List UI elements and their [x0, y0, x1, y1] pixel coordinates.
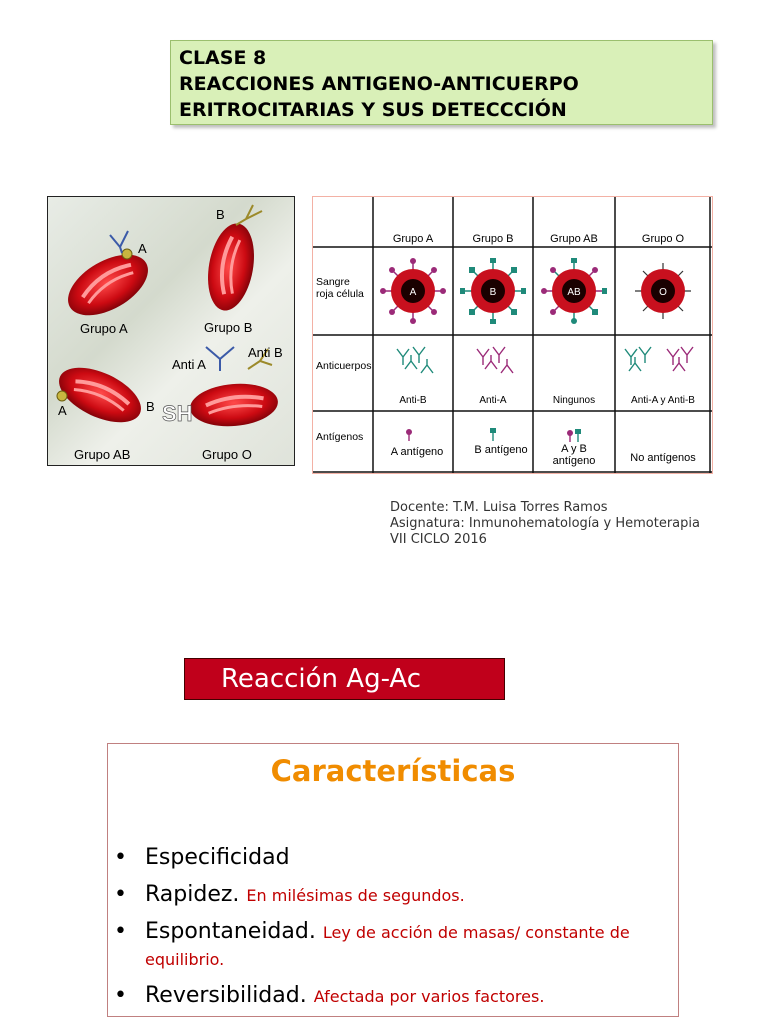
cell-letter-a: A	[409, 287, 417, 298]
label-a-bottom: A	[58, 403, 67, 418]
ag-ab-1: A y B	[561, 443, 587, 455]
ag-a: A antígeno	[390, 446, 444, 458]
label-grupo-a: Grupo A	[80, 321, 128, 336]
cell-letter-o: O	[659, 287, 667, 298]
row-sangre-2: roja célula	[316, 288, 364, 300]
antibodies-anti-a	[477, 347, 513, 373]
ab-anti-a-y-anti-b: Anti-A y Anti-B	[631, 395, 695, 406]
bullet-icon: •	[114, 983, 127, 1008]
item-note: Afectada por varios factores.	[313, 987, 545, 1006]
ag-o: No antígenos	[630, 452, 696, 464]
label-a-top: A	[138, 241, 147, 256]
title-line-2: REACCIONES ANTIGENO-ANTICUERPO	[179, 73, 579, 95]
row-antigenos: Antígenos	[316, 431, 364, 443]
asignatura-line: Asignatura: Inmunohematología y Hemoterapia	[390, 516, 700, 531]
ab-ningunos: Ningunos	[552, 395, 596, 406]
bullet-icon: •	[114, 882, 127, 907]
ab-anti-b: Anti-B	[399, 395, 427, 406]
label-anti-a: Anti A	[172, 357, 206, 372]
label-grupo-ab: Grupo AB	[74, 447, 131, 462]
item-term: Rapidez.	[145, 882, 240, 907]
col-grupo-b: Grupo B	[472, 233, 514, 245]
blood-group-illustration	[47, 196, 295, 466]
blood-group-table	[312, 196, 713, 474]
label-b-top: B	[216, 207, 225, 222]
ciclo-line: VII CICLO 2016	[390, 532, 487, 547]
cell-letter-b: B	[489, 287, 497, 298]
rbc-group-b	[202, 220, 261, 314]
sh-logo: SH	[162, 401, 193, 426]
col-grupo-ab: Grupo AB	[550, 233, 598, 245]
col-grupo-o: Grupo O	[641, 233, 685, 245]
label-anti-b: Anti B	[248, 345, 283, 360]
title-box	[170, 40, 713, 125]
list-item	[108, 982, 665, 1009]
label-b-bottom: B	[146, 399, 155, 414]
item-note: En milésimas de segundos.	[246, 886, 465, 905]
bullet-icon: •	[114, 919, 127, 944]
caracteristicas-list	[108, 844, 665, 1019]
caracteristicas-box	[107, 743, 679, 1017]
title-line-3: ERITROCITARIAS Y SUS DETECCCIÓN	[179, 99, 567, 121]
ag-b: B antígeno	[474, 444, 528, 456]
list-item	[108, 918, 665, 972]
item-term: Espontaneidad.	[145, 919, 316, 944]
item-term: Especificidad	[145, 845, 290, 870]
ag-ab-2: antígeno	[552, 455, 596, 467]
docente-info	[390, 500, 750, 548]
bullet-icon: •	[114, 845, 127, 870]
cell-letter-ab: AB	[567, 287, 581, 298]
col-grupo-a: Grupo A	[392, 233, 434, 245]
rbc-group-o	[188, 380, 279, 430]
row-sangre-1: Sangre	[316, 276, 350, 288]
ab-anti-a: Anti-A	[479, 395, 507, 406]
label-grupo-b: Grupo B	[204, 320, 253, 335]
caracteristicas-title: Características	[270, 754, 516, 788]
antibodies-anti-a-b-purple	[667, 347, 693, 371]
docente-line: Docente: T.M. Luisa Torres Ramos	[390, 500, 608, 515]
antibodies-anti-b	[397, 347, 433, 373]
item-note: Ley de acción de masas/ constante de equilibrio.	[145, 923, 630, 969]
antibodies-anti-a-b-green	[625, 347, 651, 371]
item-term: Reversibilidad.	[145, 983, 307, 1008]
row-anticuerpos: Anticuerpos	[316, 360, 372, 372]
list-item	[108, 881, 665, 908]
title-line-1: CLASE 8	[179, 47, 267, 69]
list-item	[108, 844, 665, 871]
reaccion-banner: Reacción Ag-Ac	[184, 658, 505, 700]
label-grupo-o: Grupo O	[202, 447, 252, 462]
